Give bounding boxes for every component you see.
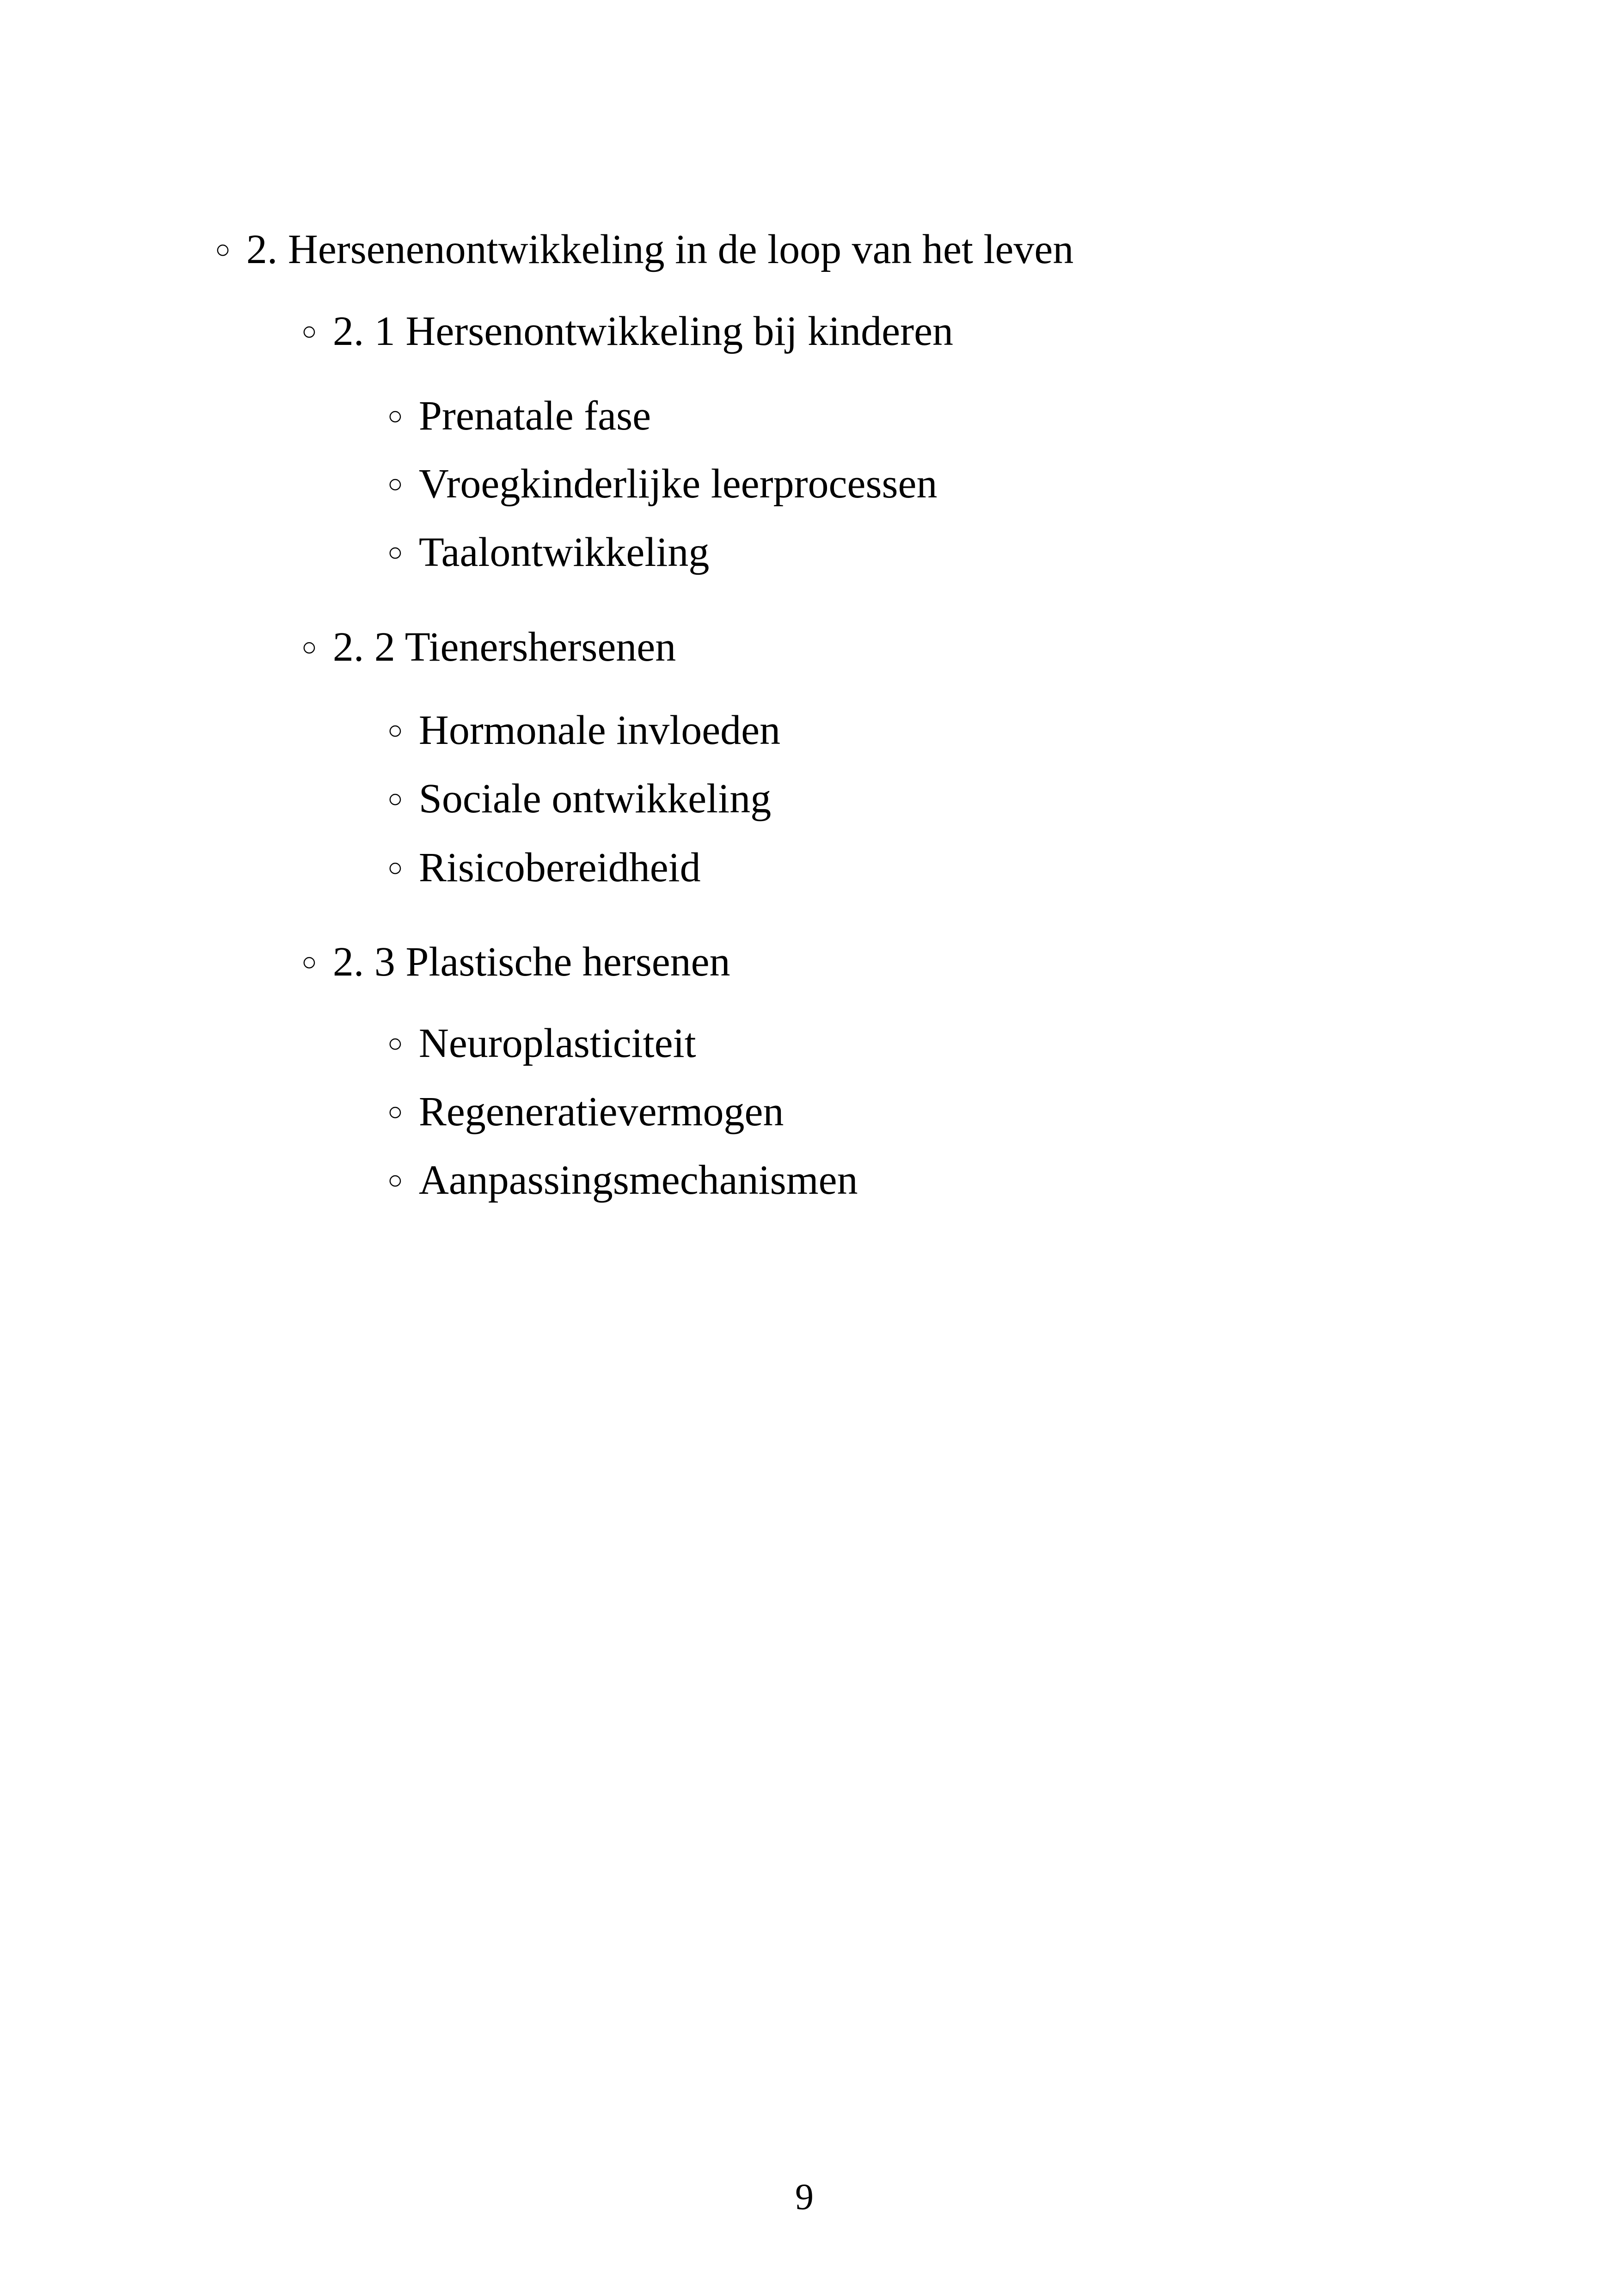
circle-bullet-icon: ○ [387, 716, 403, 745]
section-heading: 2. Hersenenontwikkeling in de loop van het leven [246, 227, 1074, 272]
page-number: 9 [795, 2177, 814, 2217]
circle-bullet-icon: ○ [387, 853, 403, 883]
topic-label: Taalontwikkeling [418, 529, 710, 575]
subsection-heading: 2. 2 Tienershersenen [332, 624, 676, 670]
topic-label: Prenatale fase [418, 393, 651, 439]
circle-bullet-icon: ○ [301, 317, 317, 346]
outline-item-topic [387, 847, 701, 889]
subsection-heading: 2. 3 Plastische hersenen [332, 939, 730, 985]
outline-item-section [215, 229, 1073, 270]
outline-item-topic [387, 1157, 858, 1203]
outline-item-subsection [301, 308, 954, 354]
outline-item-topic [387, 529, 710, 575]
circle-bullet-icon: ○ [387, 538, 403, 567]
subsection-heading: 2. 1 Hersenontwikkeling bij kinderen [332, 308, 954, 354]
topic-label: Aanpassingsmechanismen [418, 1157, 858, 1203]
outline-item-topic [387, 778, 771, 820]
circle-bullet-icon: ○ [301, 633, 317, 662]
circle-bullet-icon: ○ [387, 402, 403, 431]
topic-label: Neuroplasticiteit [418, 1020, 696, 1066]
circle-bullet-icon: ○ [387, 1166, 403, 1195]
circle-bullet-icon: ○ [301, 948, 317, 977]
outline-item-topic [387, 1020, 696, 1066]
outline-item-subsection [301, 626, 676, 668]
topic-label: Hormonale invloeden [418, 707, 781, 753]
circle-bullet-icon: ○ [387, 1098, 403, 1127]
topic-label: Sociale ontwikkeling [418, 776, 772, 822]
circle-bullet-icon: ○ [387, 785, 403, 814]
outline-item-topic [387, 395, 651, 437]
circle-bullet-icon: ○ [215, 235, 231, 264]
topic-label: Regeneratievermogen [418, 1089, 784, 1135]
outline-item-topic [387, 463, 937, 505]
topic-label: Vroegkinderlijke leerprocessen [418, 461, 938, 507]
outline-item-subsection [301, 941, 730, 983]
circle-bullet-icon: ○ [387, 470, 403, 499]
outline-item-topic [387, 1091, 784, 1133]
outline-item-topic [387, 707, 781, 753]
topic-label: Risicobereidheid [418, 845, 701, 890]
circle-bullet-icon: ○ [387, 1029, 403, 1058]
